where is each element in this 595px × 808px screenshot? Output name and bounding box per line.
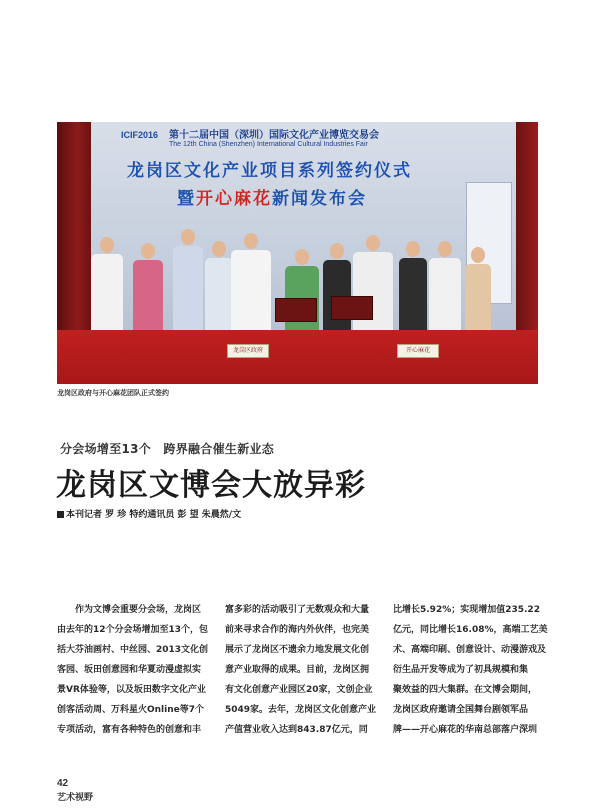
photo-curtain-left — [57, 122, 91, 352]
body-line: 衍生品开发等成为了初具规模和集 — [393, 665, 529, 675]
banner-brand: 开心麻花 — [196, 189, 272, 209]
photo-curtain-right — [516, 122, 538, 352]
attendees-group — [91, 210, 491, 350]
body-line: 富多彩的活动吸引了无数观众和大量 — [225, 605, 370, 615]
body-line: 比增长5.92%；实现增加值235.22 — [393, 605, 540, 615]
body-line: 意产业取得的成果。目前，龙岗区拥 — [225, 665, 370, 675]
body-column-1 — [57, 600, 207, 740]
fair-name-en: The 12th China (Shenzhen) International Cultural Industries Fair — [169, 141, 368, 148]
body-line: 专项活动，富有各种特色的创意和丰 — [57, 725, 202, 735]
body-line: 前来寻求合作的海内外伙伴，也完美 — [225, 625, 370, 635]
banner-prefix: 暨 — [177, 189, 196, 209]
square-bullet-icon — [57, 511, 64, 518]
body-line: 产值营业收入达到843.87亿元，同 — [225, 725, 368, 735]
body-line: 龙岗区政府邀请全国舞台剧领军品 — [393, 705, 529, 715]
signing-folder-left — [275, 298, 317, 322]
fair-logo: ICIF2016 — [121, 130, 159, 140]
name-card-right: 开心麻花 — [397, 344, 439, 358]
page-number: 42 — [57, 778, 69, 789]
body-line: 括大芬油画村、中丝园、2013文化创 — [57, 645, 209, 655]
body-line: 聚效益的四大集群。在文博会期间， — [393, 685, 538, 695]
body-line: 由去年的12个分会场增加至13个，包 — [57, 625, 209, 635]
body-line: 亿元，同比增长16.08%，高端工艺美 — [393, 625, 548, 635]
signing-folder-right — [331, 296, 373, 320]
article-byline — [57, 507, 241, 520]
body-line: 牌——开心麻花的华南总部落户深圳 — [393, 725, 538, 735]
banner-suffix: 新闻发布会 — [272, 189, 367, 209]
name-card-left: 龙岗区政府 — [227, 344, 269, 358]
banner-title-line2 — [177, 184, 367, 209]
signing-ceremony-photo — [57, 122, 538, 384]
signing-table — [57, 330, 538, 384]
body-line: 展示了龙岗区不遗余力地发展文化创 — [225, 645, 370, 655]
banner-title-line1: 龙岗区文化产业项目系列签约仪式 — [127, 161, 412, 181]
body-line: 5049家。去年，龙岗区文化创意产业 — [225, 705, 377, 715]
body-line: 有文化创意产业园区20家，文创企业 — [225, 685, 373, 695]
body-line: 景VR体验等，以及坂田数字文化产业 — [57, 685, 206, 695]
article-headline: 龙岗区文博会大放异彩 — [56, 468, 366, 503]
article-subtitle: 分会场增至13个 跨界融合催生新业态 — [60, 442, 275, 456]
body-line: 作为文博会重要分会场，龙岗区 — [57, 605, 202, 615]
body-column-2 — [225, 600, 375, 740]
body-line: 客园、坂田创意园和华夏动漫虚拟实 — [57, 665, 202, 675]
photo-caption: 龙岗区政府与开心麻花团队正式签约 — [57, 389, 169, 397]
byline-text: 本刊记者 罗 珍 特约通讯员 彭 望 朱晨然/文 — [66, 510, 242, 520]
fair-name-cn: 第十二届中国（深圳）国际文化产业博览交易会 — [169, 130, 379, 141]
body-line: 术、高端印刷、创意设计、动漫游戏及 — [393, 645, 547, 655]
body-line: 创客活动周、万科星火Online等7个 — [57, 705, 205, 715]
body-column-3 — [393, 600, 548, 740]
publication-name: 艺术视野 — [57, 793, 94, 803]
